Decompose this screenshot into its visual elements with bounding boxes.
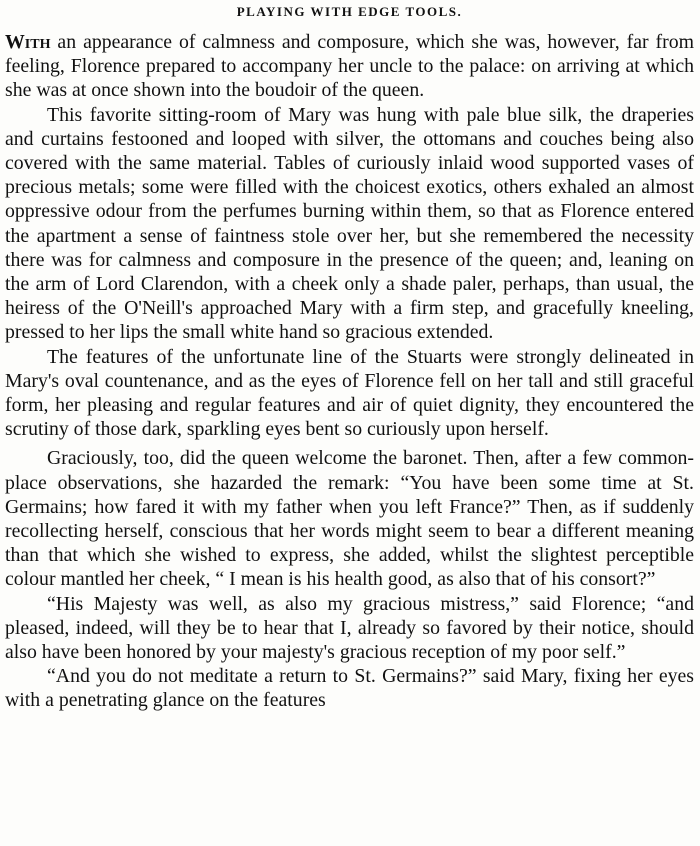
paragraph-mary-question: “And you do not meditate a return to St. Germains?” said Mary, fixing her eyes with a penetrating glance on the features	[5, 665, 694, 712]
paragraph-florence-reply: “His Majesty was well, as also my gracious mistress,” said Florence; “and pleased, indeed, will they be to hear that I, already so favored by their notice, should also have been honored by your majesty's gracious reception of my poor self.”	[5, 592, 694, 664]
opening-paragraph	[5, 30, 694, 103]
paragraph-boudoir: This favorite sitting-room of Mary was hung with pale blue silk, the draperies and curtains festooned and looped with silver, the ottomans and couches being also covered with the same material. Tables of curiously inlaid wood supported vases of precious metals; some were filled with the choicest exotics, others exhaled an almost oppressive odour from the perfumes burning within them, so that as Florence entered the apartment a sense of faintness stole over her, but she remembered the necessity there was for calmness and composure in the presence of the queen; and, leaning on the arm of Lord Clarendon, with a cheek only a shade paler, perhaps, than usual, the heiress of the O'Neill's approached Mary with a firm step, and gracefully kneeling, pressed to her lips the small white hand so gracious extended.	[5, 103, 694, 344]
paragraph-queen-welcome: Graciously, too, did the queen welcome the baronet. Then, after a few common-place observations, she hazarded the remark: “You have been some time at St. Germains; how fared it with my father when you left France?” Then, as if suddenly recollecting herself, conscious that her words might seem to bear a different meaning than that which she wished to express, she added, whilst the slightest perceptible colour mantled her cheek, “ I mean is his health good, as also that of his consort?”	[5, 447, 694, 591]
running-head: PLAYING WITH EDGE TOOLS.	[236, 4, 463, 19]
paragraph-stuarts: The features of the unfortunate line of the Stuarts were strongly delineated in Mary's oval countenance, and as the eyes of Florence fell on her tall and still graceful form, her pleasing and regular features and air of quiet dignity, they encountered the scrutiny of those dark, sparkling eyes bent so curiously upon herself.	[5, 345, 694, 441]
opening-text: an appearance of calmness and composure, which she was, however, far from feeling, Florence prepared to accompany her uncle to the palace: on arriving at which she was at once shown into the boudoir of the queen.	[5, 31, 694, 102]
opening-lead-word: With	[5, 31, 51, 53]
